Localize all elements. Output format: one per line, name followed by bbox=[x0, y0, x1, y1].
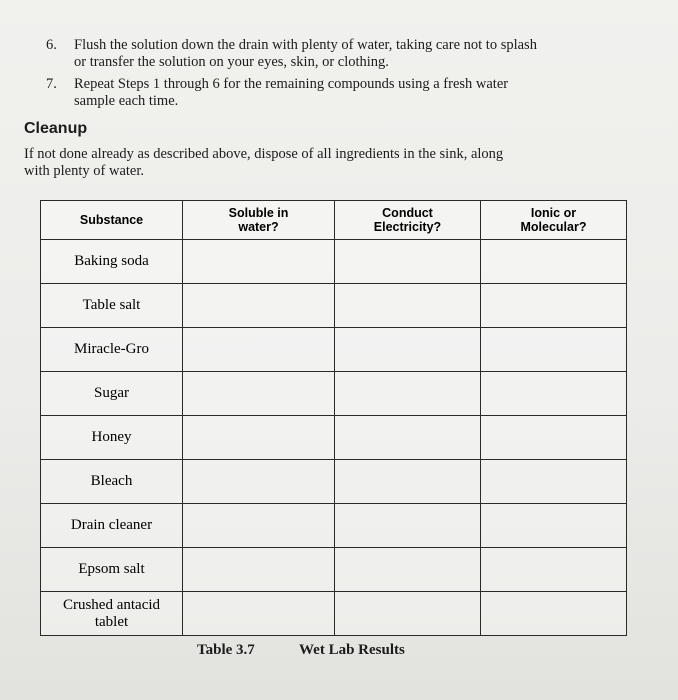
ionic-answer-cell[interactable] bbox=[481, 504, 627, 548]
substance-cell bbox=[41, 460, 183, 504]
substance-name: Crushed antacid bbox=[62, 596, 161, 613]
header-conduct bbox=[335, 201, 481, 240]
substance-cell bbox=[41, 240, 183, 284]
conduct-answer-cell[interactable] bbox=[335, 240, 481, 284]
ionic-answer-cell[interactable] bbox=[481, 460, 627, 504]
step-line: Repeat Steps 1 through 6 for the remaining compounds using a fresh water bbox=[74, 76, 509, 92]
table-row bbox=[41, 284, 627, 328]
header-soluble-line: water? bbox=[238, 220, 279, 234]
substance-cell bbox=[41, 328, 183, 372]
step-text bbox=[74, 76, 508, 110]
table-row bbox=[41, 372, 627, 416]
substance-name: Epsom salt bbox=[78, 561, 145, 577]
table-row bbox=[41, 548, 627, 592]
soluble-answer-cell[interactable] bbox=[183, 372, 335, 416]
ionic-answer-cell[interactable] bbox=[481, 592, 627, 636]
table-row bbox=[41, 240, 627, 284]
table-row bbox=[41, 460, 627, 504]
soluble-answer-cell[interactable] bbox=[183, 416, 335, 460]
ionic-answer-cell[interactable] bbox=[481, 240, 627, 284]
soluble-answer-cell[interactable] bbox=[183, 460, 335, 504]
table-row bbox=[41, 504, 627, 548]
conduct-answer-cell[interactable] bbox=[335, 548, 481, 592]
substance-name: Table salt bbox=[82, 297, 141, 313]
soluble-answer-cell[interactable] bbox=[183, 548, 335, 592]
header-ionic-line: Molecular? bbox=[520, 220, 587, 234]
substance-cell bbox=[41, 416, 183, 460]
step-number: 6. bbox=[46, 37, 57, 53]
header-conduct-line: Electricity? bbox=[373, 220, 442, 234]
cleanup-heading: Cleanup bbox=[24, 120, 88, 137]
substance-name-continued: tablet bbox=[94, 613, 129, 630]
ionic-answer-cell[interactable] bbox=[481, 416, 627, 460]
ionic-answer-cell[interactable] bbox=[481, 372, 627, 416]
step-number: 7. bbox=[46, 76, 57, 92]
header-ionic-line: Ionic or bbox=[530, 206, 577, 220]
substance-cell bbox=[41, 548, 183, 592]
ionic-answer-cell[interactable] bbox=[481, 328, 627, 372]
step-7 bbox=[46, 76, 646, 112]
substance-name: Honey bbox=[91, 429, 132, 445]
ionic-answer-cell[interactable] bbox=[481, 284, 627, 328]
cleanup-paragraph bbox=[24, 146, 503, 180]
substance-name: Baking soda bbox=[74, 253, 149, 269]
header-ionic bbox=[481, 201, 627, 240]
table-row bbox=[41, 592, 627, 636]
header-substance bbox=[41, 201, 183, 240]
substance-cell bbox=[41, 504, 183, 548]
conduct-answer-cell[interactable] bbox=[335, 592, 481, 636]
soluble-answer-cell[interactable] bbox=[183, 284, 335, 328]
header-soluble-line: Soluble in bbox=[228, 206, 289, 220]
conduct-answer-cell[interactable] bbox=[335, 416, 481, 460]
table-caption-label: Table 3.7 bbox=[197, 642, 255, 658]
substance-cell bbox=[41, 372, 183, 416]
table-caption-title: Wet Lab Results bbox=[299, 642, 405, 658]
soluble-answer-cell[interactable] bbox=[183, 328, 335, 372]
conduct-answer-cell[interactable] bbox=[335, 372, 481, 416]
conduct-answer-cell[interactable] bbox=[335, 504, 481, 548]
conduct-answer-cell[interactable] bbox=[335, 328, 481, 372]
header-soluble bbox=[183, 201, 335, 240]
step-line: or transfer the solution on your eyes, skin, or clothing. bbox=[74, 54, 389, 70]
soluble-answer-cell[interactable] bbox=[183, 504, 335, 548]
table-row bbox=[41, 328, 627, 372]
substance-name: Bleach bbox=[90, 473, 133, 489]
soluble-answer-cell[interactable] bbox=[183, 592, 335, 636]
conduct-answer-cell[interactable] bbox=[335, 460, 481, 504]
substance-cell bbox=[41, 284, 183, 328]
substance-name: Miracle-Gro bbox=[74, 341, 149, 357]
cleanup-line: If not done already as described above, dispose of all ingredients in the sink, along bbox=[24, 146, 504, 162]
table-header-row bbox=[41, 201, 627, 240]
step-text bbox=[74, 37, 537, 71]
soluble-answer-cell[interactable] bbox=[183, 240, 335, 284]
header-substance-label: Substance bbox=[79, 213, 144, 227]
wet-lab-results-table bbox=[40, 200, 627, 636]
conduct-answer-cell[interactable] bbox=[335, 284, 481, 328]
step-line: sample each time. bbox=[74, 93, 179, 109]
step-6 bbox=[46, 37, 646, 73]
step-line: Flush the solution down the drain with plenty of water, taking care not to splash bbox=[74, 37, 537, 53]
cleanup-line: with plenty of water. bbox=[24, 163, 145, 179]
ionic-answer-cell[interactable] bbox=[481, 548, 627, 592]
substance-name: Sugar bbox=[94, 385, 129, 401]
header-conduct-line: Conduct bbox=[382, 206, 433, 220]
substance-cell bbox=[41, 592, 183, 636]
table-row bbox=[41, 416, 627, 460]
substance-name: Drain cleaner bbox=[70, 517, 153, 533]
